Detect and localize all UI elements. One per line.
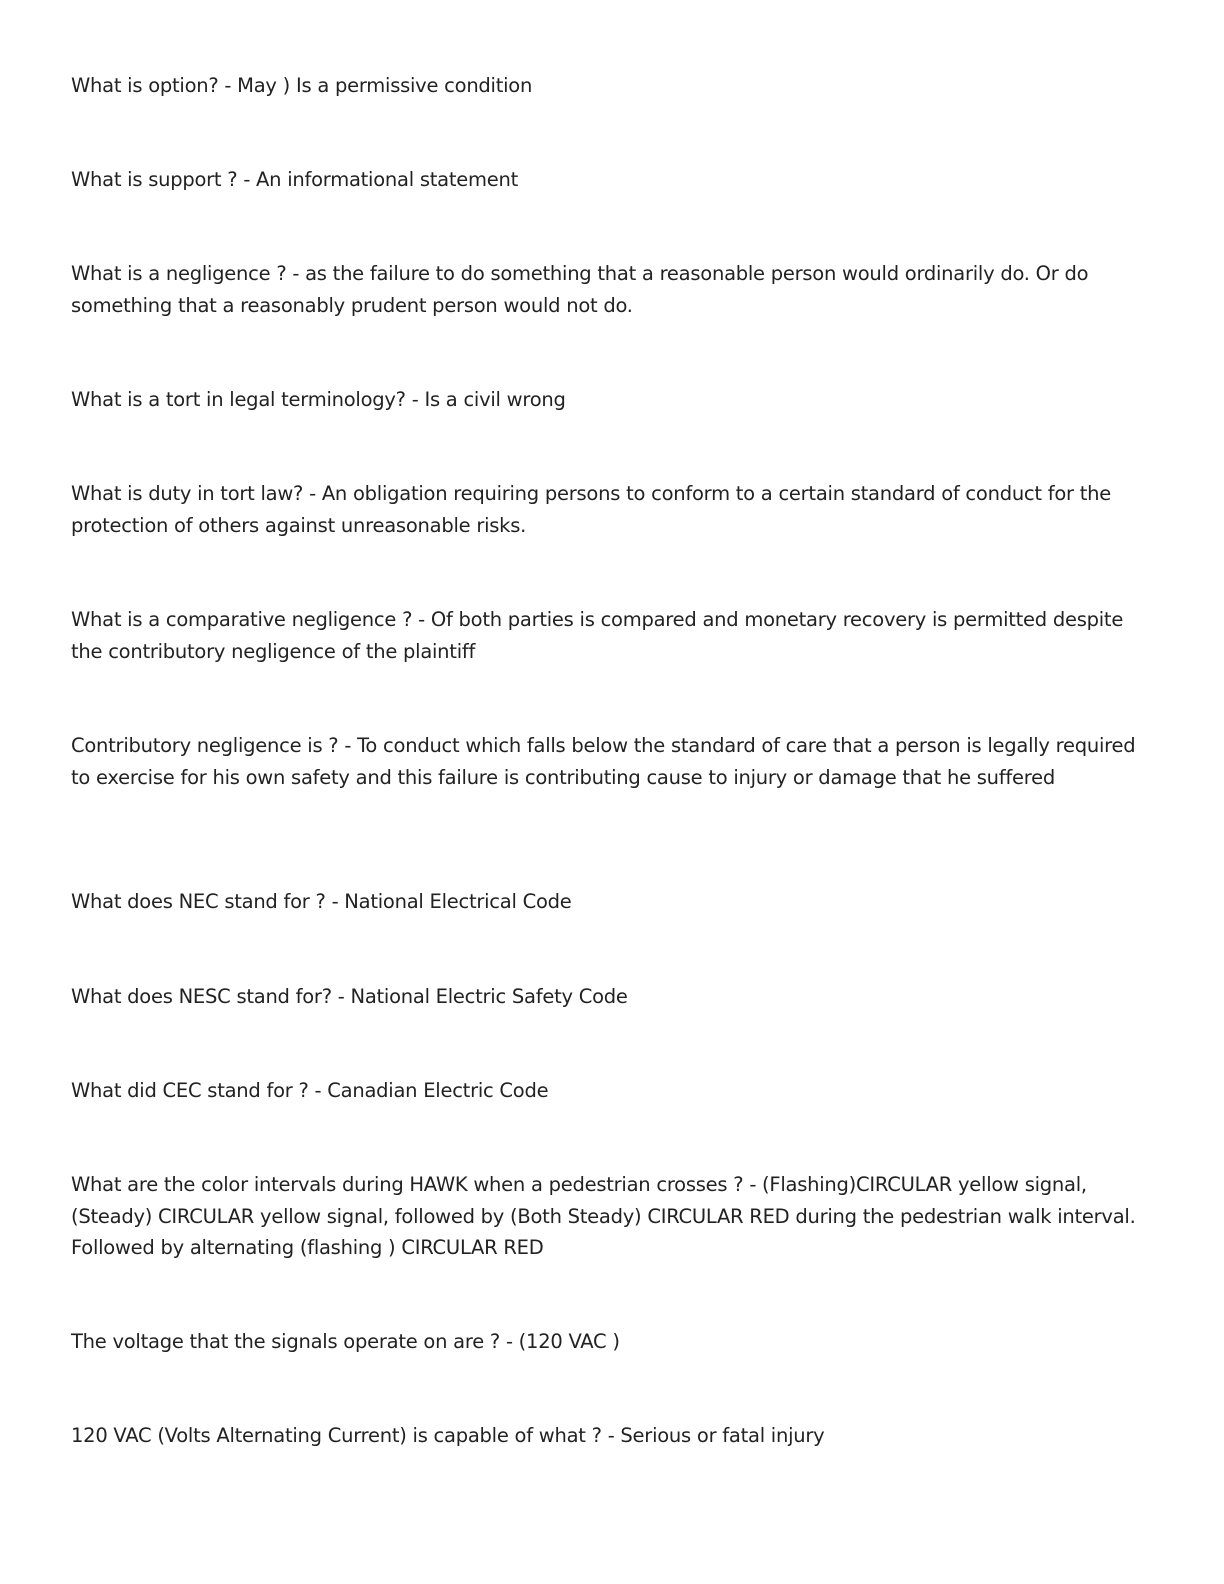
qa-entry-option: What is option? - May ) Is a permissive condition bbox=[71, 74, 533, 97]
qa-entry-signal-voltage: The voltage that the signals operate on are ? - (120 VAC ) bbox=[71, 1330, 620, 1353]
qa-entry-nec: What does NEC stand for ? - National Electrical Code bbox=[71, 890, 572, 913]
qa-entry-comparative-negligence: What is a comparative negligence ? - Of both parties is compared and monetary recovery is permitted despite the contributory negligence of the plaintiff bbox=[71, 608, 1124, 663]
qa-entry-contributory-negligence: Contributory negligence is ? - To conduct which falls below the standard of care that a person is legally required to exercise for his own safety and this failure is contributing cause to injury or damage that he suffered bbox=[71, 734, 1136, 789]
qa-entry-hawk-intervals: What are the color intervals during HAWK when a pedestrian crosses ? - (Flashing)CIRCULAR yellow signal,(Steady) CIRCULAR yellow signal, followed by (Both Steady) CIRCULAR RED during the pedestrian walk interval. Followed by alternating (flashing ) CIRCULAR RED bbox=[71, 1173, 1136, 1259]
qa-entry-negligence: What is a negligence ? - as the failure to do something that a reasonable person would ordinarily do. Or do something that a reasonably prudent person would not do. bbox=[71, 262, 1089, 317]
qa-entry-support: What is support ? - An informational statement bbox=[71, 168, 518, 191]
qa-entry-cec: What did CEC stand for ? - Canadian Electric Code bbox=[71, 1079, 549, 1102]
qa-entry-duty: What is duty in tort law? - An obligation requiring persons to conform to a certain standard of conduct for the protection of others against unreasonable risks. bbox=[71, 482, 1112, 537]
qa-entry-120vac: 120 VAC (Volts Alternating Current) is capable of what ? - Serious or fatal injury bbox=[71, 1424, 825, 1447]
qa-entry-tort: What is a tort in legal terminology? - Is a civil wrong bbox=[71, 388, 566, 411]
qa-entry-nesc: What does NESC stand for? - National Electric Safety Code bbox=[71, 985, 628, 1008]
